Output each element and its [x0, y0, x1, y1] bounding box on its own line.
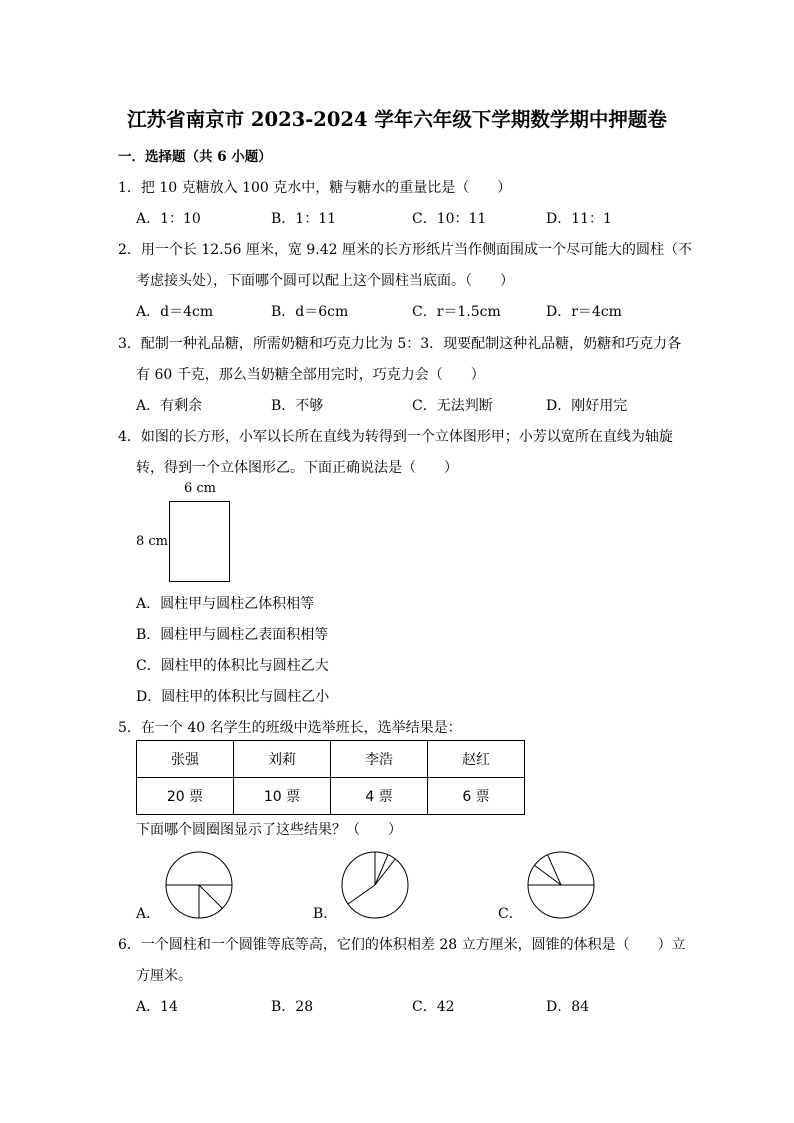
- table-row: [137, 741, 525, 778]
- rectangle-width-label: 6 cm: [184, 481, 217, 496]
- question-2-option-d[interactable]: D．r＝4cm: [546, 304, 622, 320]
- question-3-option-a[interactable]: A．有剩余: [136, 398, 203, 414]
- rectangle-height-label: 8 cm: [136, 534, 169, 549]
- question-4-stem-line2: 转，得到一个立体图形乙。下面正确说法是（ ）: [136, 460, 458, 476]
- question-5-stem: 5．在一个 40 名学生的班级中选举班长，选举结果是：: [118, 720, 462, 736]
- question-1-stem: 1．把 10 克糖放入 100 克水中，糖与糖水的重量比是（ ）: [118, 180, 512, 196]
- question-1-option-c[interactable]: C．10：11: [412, 211, 487, 227]
- question-2-option-c[interactable]: C．r＝1.5cm: [412, 304, 501, 320]
- pie-chart-b[interactable]: [340, 850, 410, 920]
- pie-label-c: C．: [498, 906, 523, 922]
- question-4-option-b[interactable]: B．圆柱甲与圆柱乙表面积相等: [136, 627, 329, 643]
- question-6-stem-line2: 方厘米。: [136, 968, 192, 984]
- table-cell: 4 票: [331, 778, 428, 815]
- table-cell: 6 票: [428, 778, 525, 815]
- question-3-stem-line2: 有 60 千克，那么当奶糖全部用完时，巧克力会（ ）: [136, 367, 485, 383]
- question-4-option-d[interactable]: D．圆柱甲的体积比与圆柱乙小: [136, 689, 330, 705]
- page-title: 江苏省南京市 2023-2024 学年六年级下学期数学期中押题卷: [127, 108, 667, 131]
- pie-chart-c[interactable]: [526, 850, 596, 920]
- section-heading: 一．选择题（共 6 小题）: [118, 149, 272, 165]
- votes-table: [136, 740, 525, 815]
- question-6-option-a[interactable]: A．14: [136, 999, 178, 1015]
- rectangle-figure: [169, 501, 230, 582]
- table-header-cell: 张强: [137, 741, 234, 778]
- question-6-option-b[interactable]: B．28: [271, 999, 314, 1015]
- question-2-stem-line1: 2．用一个长 12.56 厘米，宽 9.42 厘米的长方形纸片当作侧面围成一个尽可能大的圆柱（不: [118, 242, 692, 258]
- pie-b-divider-2: [375, 859, 395, 885]
- question-1-option-a[interactable]: A．1：10: [136, 211, 201, 227]
- question-4-option-a[interactable]: A．圆柱甲与圆柱乙体积相等: [136, 596, 315, 612]
- question-4-stem-line1: 4．如图的长方形，小军以长所在直线为转得到一个立体图形甲；小芳以宽所在直线为轴旋: [118, 429, 673, 445]
- pie-chart-a[interactable]: [164, 850, 234, 920]
- question-1-option-d[interactable]: D．11：1: [546, 211, 612, 227]
- question-2-option-b[interactable]: B．d＝6cm: [271, 304, 349, 320]
- question-3-stem-line1: 3．配制一种礼品糖，所需奶糖和巧克力比为 5：3．现要配制这种礼品糖，奶糖和巧克力各: [118, 336, 682, 352]
- question-3-option-c[interactable]: C．无法判断: [412, 398, 493, 414]
- question-6-option-d[interactable]: D．84: [546, 999, 590, 1015]
- question-1-option-b[interactable]: B．1：11: [271, 211, 337, 227]
- table-cell: 10 票: [234, 778, 331, 815]
- pie-label-a: A．: [136, 906, 161, 922]
- question-5-question: 下面哪个圆圈图显示了这些结果？（ ）: [136, 822, 402, 838]
- question-3-option-d[interactable]: D．刚好用完: [546, 398, 628, 414]
- pie-label-b: B．: [313, 906, 338, 922]
- pie-b-divider-3: [348, 885, 375, 904]
- question-6-option-c[interactable]: C．42: [412, 999, 455, 1015]
- table-header-cell: 李浩: [331, 741, 428, 778]
- table-header-cell: 赵红: [428, 741, 525, 778]
- table-header-cell: 刘莉: [234, 741, 331, 778]
- question-4-option-c[interactable]: C．圆柱甲的体积比与圆柱乙大: [136, 658, 329, 674]
- question-2-option-a[interactable]: A．d＝4cm: [136, 304, 214, 320]
- table-cell: 20 票: [137, 778, 234, 815]
- question-3-option-b[interactable]: B．不够: [271, 398, 324, 414]
- table-row: [137, 778, 525, 815]
- pie-b-divider-1: [375, 855, 388, 885]
- pie-a-divider-diagonal: [199, 885, 222, 908]
- question-6-stem-line1: 6．一个圆柱和一个圆锥等底等高，它们的体积相差 28 立方厘米，圆锥的体积是（ ）立: [118, 937, 686, 953]
- question-2-stem-line2: 考虑接头处），下面哪个圆可以配上这个圆柱当底面。（ ）: [136, 273, 514, 289]
